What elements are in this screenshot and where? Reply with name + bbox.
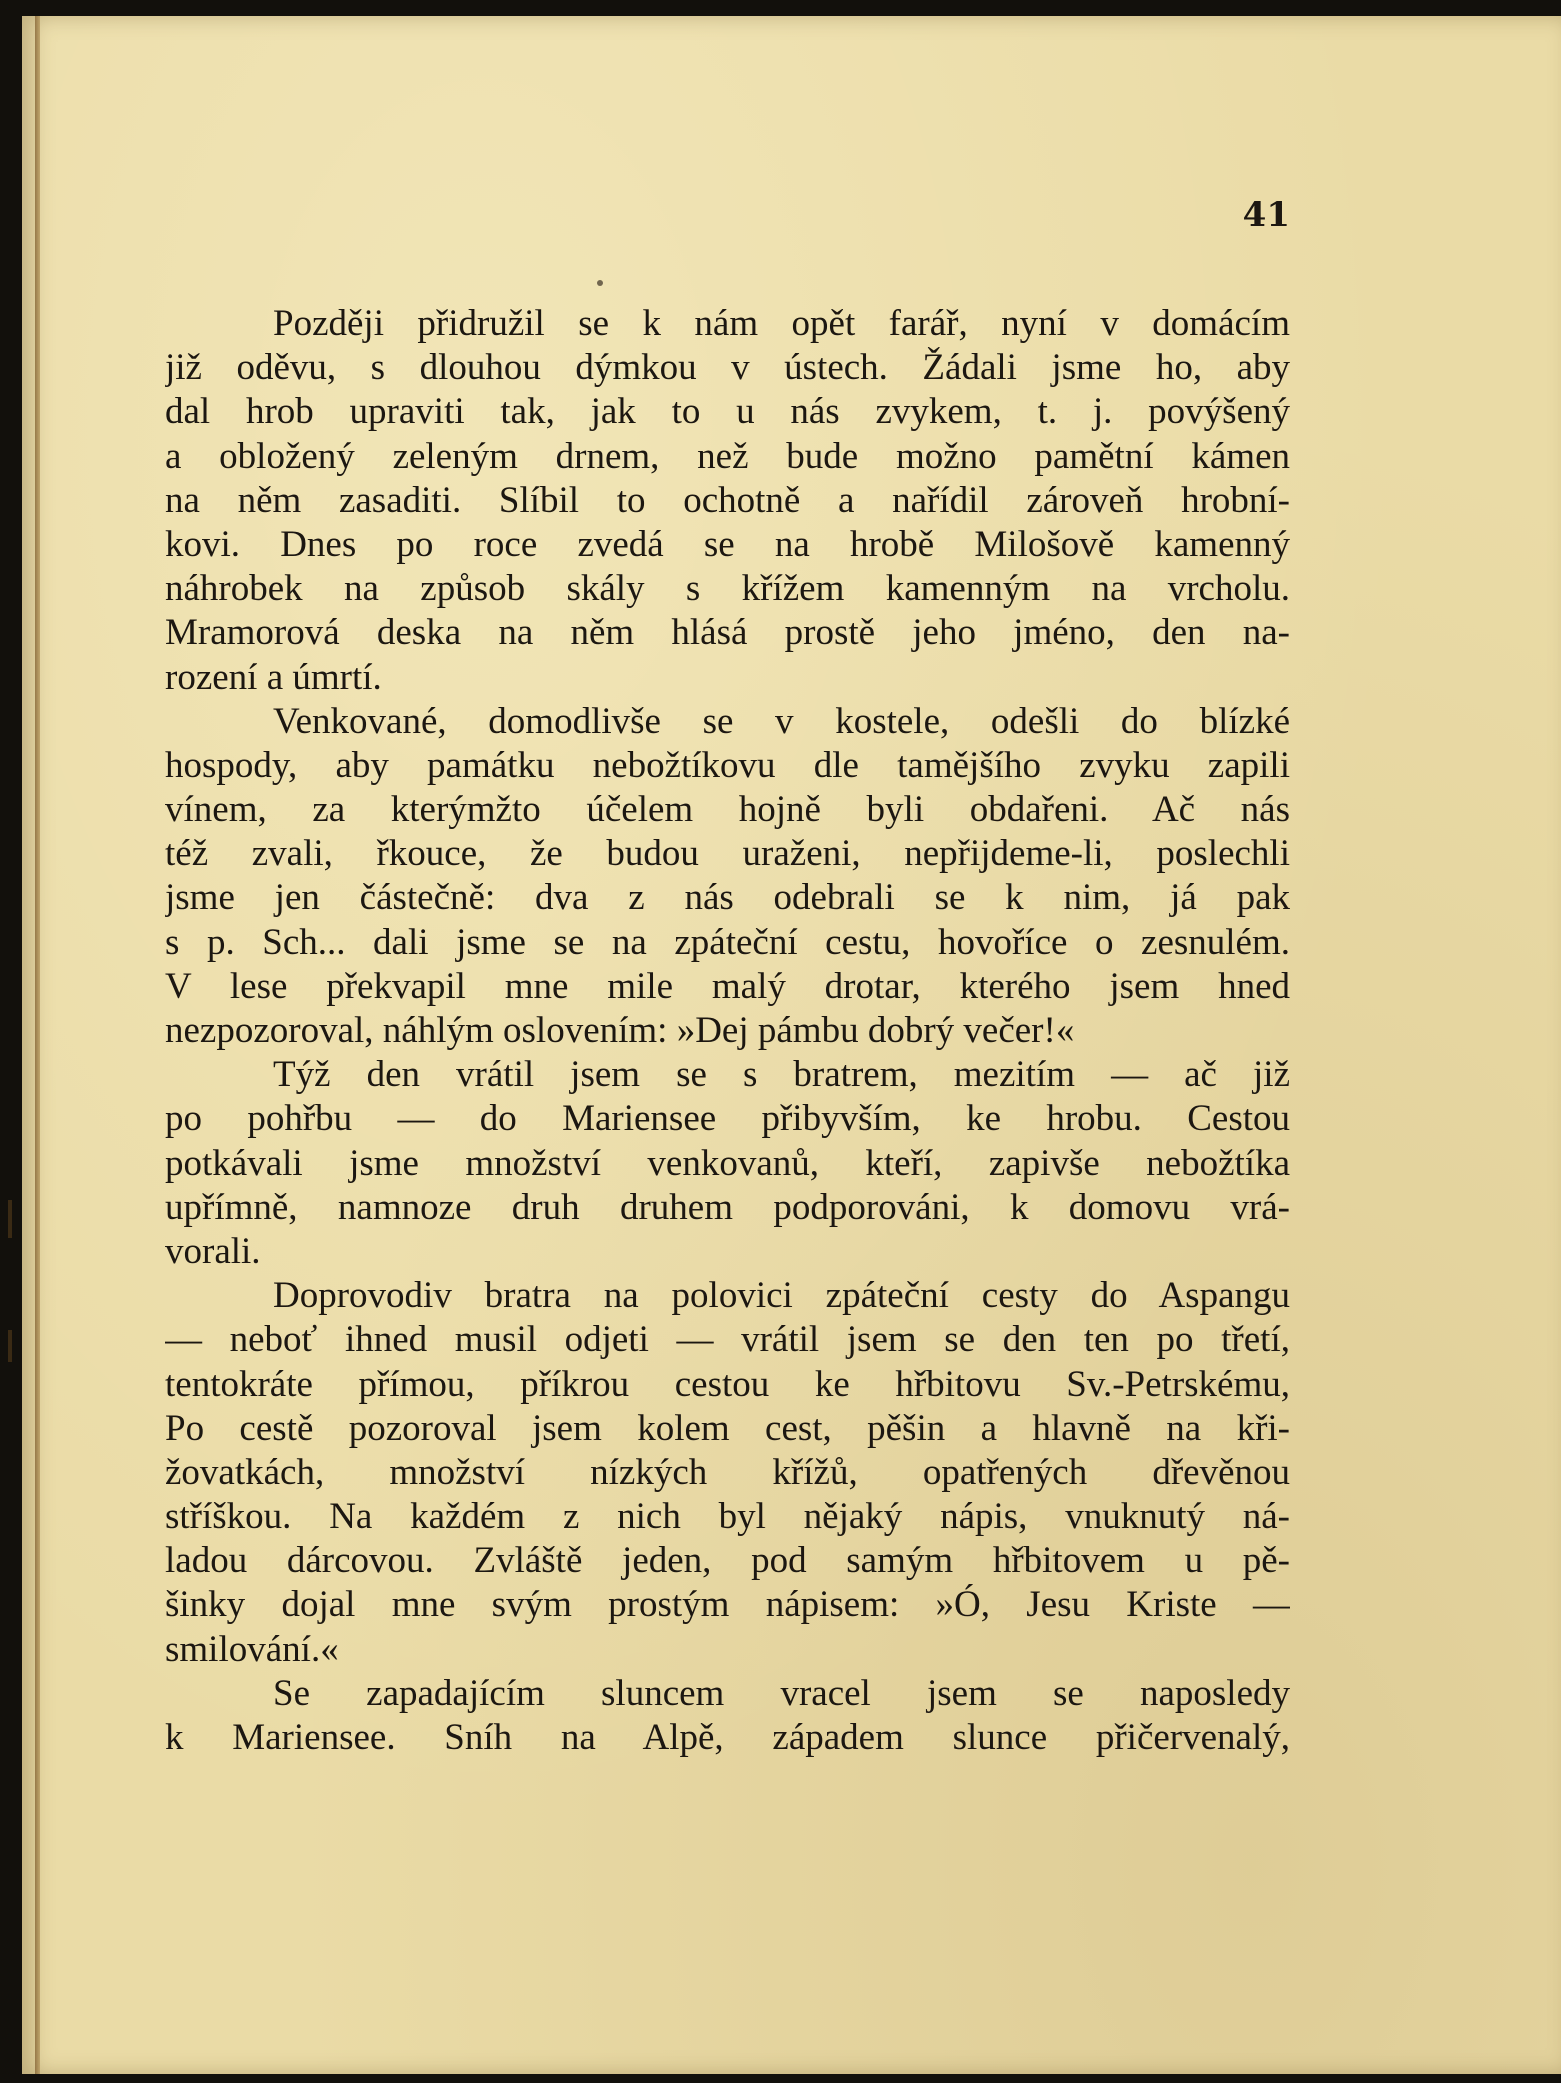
text-line: Doprovodiv bratra na polovici zpáteční cesty do Aspangu bbox=[273, 1275, 1290, 1317]
text-line: Mramorová deska na něm hlásá prostě jeho jméno, den na- bbox=[165, 612, 1290, 654]
text-line: kovi. Dnes po roce zvedá se na hrobě Milošově kamenný bbox=[165, 523, 1290, 565]
text-line: na něm zasaditi. Slíbil to ochotně a nařídil zároveň hrobní- bbox=[165, 479, 1290, 521]
text-line: rození a úmrtí. bbox=[165, 656, 382, 698]
text-line: šinky dojal mne svým prostým nápisem: »Ó, Jesu Kriste — bbox=[165, 1584, 1290, 1626]
binding-mark bbox=[8, 1330, 12, 1362]
text-line: Venkované, domodlivše se v kostele, odešli do blízké bbox=[273, 700, 1290, 742]
text-line: též zvali, řkouce, že budou uraženi, nepřijdeme-li, poslechli bbox=[165, 833, 1290, 875]
text-line: hospody, aby památku nebožtíkovu dle tamějšího zvyku zapili bbox=[165, 744, 1290, 786]
text-line: Týž den vrátil jsem se s bratrem, mezitím — ač již bbox=[273, 1054, 1290, 1096]
text-line: V lese překvapil mne mile malý drotar, kterého jsem hned bbox=[165, 965, 1290, 1007]
page-gutter-edge bbox=[35, 16, 40, 2074]
text-line: Po cestě pozoroval jsem kolem cest, pěšin a hlavně na kři- bbox=[165, 1407, 1290, 1449]
text-line: po pohřbu — do Mariensee přibyvším, ke hrobu. Cestou bbox=[165, 1098, 1290, 1140]
text-line: a obložený zeleným drnem, než bude možno pamětní kámen bbox=[165, 435, 1290, 477]
text-line: s p. Sch... dali jsme se na zpáteční cestu, hovoříce o zesnulém. bbox=[165, 921, 1290, 963]
text-line: jsme jen částečně: dva z nás odebrali se k nim, já pak bbox=[165, 877, 1290, 919]
text-line: Později přidružil se k nám opět farář, nyní v domácím bbox=[273, 303, 1290, 344]
binding-mark bbox=[8, 1200, 12, 1238]
ink-speck bbox=[597, 280, 603, 286]
text-line: již oděvu, s dlouhou dýmkou v ústech. Žádali jsme ho, aby bbox=[165, 347, 1290, 389]
text-line: nezpozoroval, náhlým oslovením: »Dej pámbu dobrý večer!« bbox=[165, 1010, 1075, 1051]
text-line: vorali. bbox=[165, 1230, 261, 1272]
text-line: ladou dárcovou. Zvláště jeden, pod samým hřbitovem u pě- bbox=[165, 1540, 1290, 1582]
body-text bbox=[165, 302, 1290, 1760]
page-number: 41 bbox=[1242, 195, 1290, 235]
text-line: — neboť ihned musil odjeti — vrátil jsem se den ten po třetí, bbox=[165, 1319, 1290, 1361]
text-line: stříškou. Na každém z nich byl nějaký nápis, vnuknutý ná- bbox=[165, 1496, 1290, 1538]
text-line: tentokráte přímou, příkrou cestou ke hřbitovu Sv.-Petrskému, bbox=[165, 1363, 1290, 1405]
text-line: dal hrob upraviti tak, jak to u nás zvykem, t. j. povýšený bbox=[165, 391, 1290, 433]
text-line: Se zapadajícím sluncem vracel jsem se naposledy bbox=[273, 1672, 1290, 1714]
text-line: žovatkách, množství nízkých křížů, opatřených dřevěnou bbox=[165, 1451, 1290, 1493]
text-line: upřímně, namnoze druh druhem podporováni, k domovu vrá- bbox=[165, 1186, 1290, 1228]
text-line: k Mariensee. Sníh na Alpě, západem slunce přičervenalý, bbox=[165, 1717, 1290, 1758]
text-line: vínem, za kterýmžto účelem hojně byli obdařeni. Ač nás bbox=[165, 789, 1290, 831]
text-line: potkávali jsme množství venkovanů, kteří, zapivše nebožtíka bbox=[165, 1142, 1290, 1184]
text-line: náhrobek na způsob skály s křížem kamenným na vrcholu. bbox=[165, 568, 1290, 610]
text-line: smilování.« bbox=[165, 1628, 339, 1670]
